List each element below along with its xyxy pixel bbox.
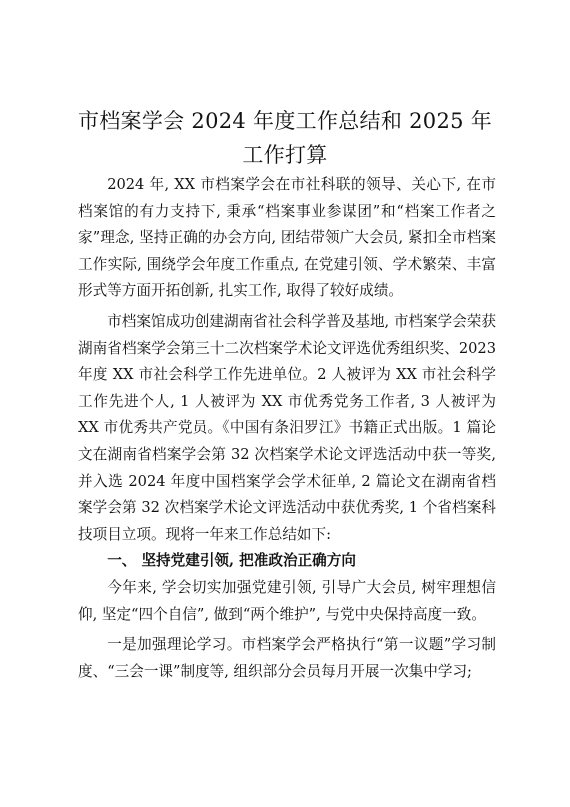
section-heading: 一、 坚持党建引领, 把准政治正确方向 <box>107 552 356 570</box>
achievements-paragraph: 市档案馆成功创建湖南省社会科学普及基地, 市档案学会荣获湖南省档案学会第三十二次档案学术论文评选优秀组织奖、2023 年度 XX 市社会科学工作先进单位。2 人被评为 XX 市社会科学工作先进个人, 1 人被评为 XX 市优秀党务工作者, 3 人被评为 XX 市优秀共产党员。《中国有条汨罗江》书籍正式出版。1 篇论文在湖南省档案学会第 32 次档案学术论文评选活动中获一等奖, 并入选 2024 年度中国档案学会学术征单, 2 篇论文在湖南省档案学会第 32 次档案学术论文评选活动中获优秀奖, 1 个省档案科技项目立项。现将一年来工作总结如下: <box>78 312 496 543</box>
section-intro-paragraph: 今年来, 学会切实加强党建引领, 引导广大会员, 树牢理想信仰, 坚定“四个自信”, 做到“两个维护”, 与党中央保持高度一致。 <box>78 578 496 623</box>
theory-study-paragraph: 一是加强理论学习。市档案学会严格执行“第一议题”学习制度、“三会一课”制度等, 组织部分会员每月开展一次集中学习; <box>78 636 496 680</box>
document-title: 市档案学会 2024 年度工作总结和 2025 年工作打算 <box>77 109 493 167</box>
intro-paragraph: 2024 年, XX 市档案学会在市社科联的领导、关心下, 在市档案馆的有力支持下, 秉承“档案事业参谋团”和“档案工作者之家”理念, 坚持正确的办会方向, 团结带领广大会员, 紧扣全市档案工作实际, 围绕学会年度工作重点, 在党建引领、学术繁荣、丰富形式等方面开拓创新, 扎实工作, 取得了较好成绩。 <box>78 176 496 300</box>
document-body <box>78 172 496 685</box>
